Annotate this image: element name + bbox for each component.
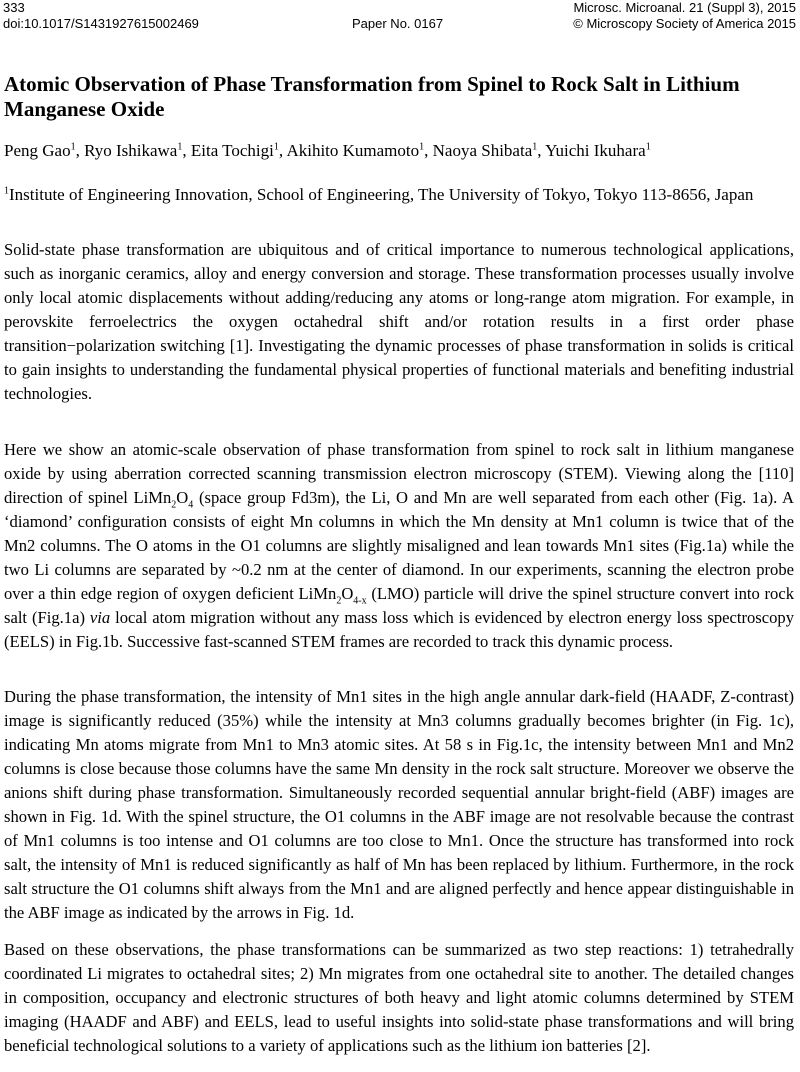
journal-citation: Microsc. Microanal. 21 (Suppl 3), 2015 [573, 0, 796, 15]
doi: doi:10.1017/S1431927615002469 [3, 16, 199, 31]
subscript-text: 4 [188, 499, 194, 511]
author-affiliation-marker: 1 [532, 141, 538, 153]
author-name: Ryo Ishikawa [84, 141, 178, 160]
author-affiliation-marker: 1 [70, 141, 76, 153]
subscript-text: 2 [336, 595, 342, 607]
affiliation-marker: 1 [4, 185, 9, 197]
author-name: Akihito Kumamoto [286, 141, 420, 160]
author-affiliation-marker: 1 [177, 141, 183, 153]
author-affiliation-marker: 1 [419, 141, 425, 153]
paragraph-1: Solid-state phase transformation are ubiquitous and of critical importance to numerous technological applications, such as inorganic ceramics, alloy and energy conversion and storage. These transformation processes usually involve only local atomic displacements without adding/reducing any atoms or long-range atom migration. For example, in perovskite ferroelectrics the oxygen octahedral shift and/or rotation results in a first order phase transition−polarization switching [1]. Investigating the dynamic processes of phase transformation in solids is critical to gain insights to understanding the fundamental physical properties of functional materials and benefiting industrial technologies. [4, 240, 794, 403]
paragraph-4: Based on these observations, the phase transformations can be summarized as two step reactions: 1) tetrahedrally coordinated Li migrates to octahedral sites; 2) Mn migrates from one octahedral site to another. The detailed changes in composition, occupancy and electronic structures of both heavy and light atomic columns determined by STEM imaging (HAADF and ABF) and EELS, lead to useful insights into solid-state phase transformations and will bring beneficial technological solutions to a variety of applications such as the lithium ion batteries [2]. [4, 940, 794, 1055]
author-affiliation-marker: 1 [645, 141, 651, 153]
author-list: Peng Gao$^1$, Ryo Ishikawa$^1$, Eita Tochigi$^1$, Akihito Kumamoto$^1$, Naoya Shibata$^1$, Yuichi Ikuhara$^1$ [4, 141, 651, 160]
paragraph-2: Here we show an atomic-scale observation of phase transformation from spinel to rock salt in lithium manganese oxide by using aberration corrected scanning transmission electron microscopy (STEM). Viewing along the [110] direction of spinel $LiMn_2O_4$ (space group Fd3m), the Li, O and Mn are well separated from each other (Fig. 1a). A ‘diamond’ configuration consists of eight Mn columns in which the Mn density at Mn1 column is twice that of the Mn2 columns. The O atoms in the O1 columns are slightly misaligned and lean towards Mn1 sites (Fig.1a) while the two Li columns are separated by ~0.2 nm at the center of diamond. In our experiments, scanning the electron probe over a thin edge region of oxygen deficient $LiMn_2O_{4-x}$ (LMO) particle will drive the spinel structure convert into rock salt (Fig.1a) via local atom migration without any mass loss which is evidenced by electron energy loss spectroscopy (EELS) in Fig.1b. Successive fast-scanned STEM frames are recorded to track this dynamic process. [4, 440, 794, 651]
copyright: © Microscopy Society of America 2015 [573, 16, 796, 31]
affiliation-text: Institute of Engineering Innovation, School of Engineering, The University of Tokyo, Tokyo 113-8656, Japan [9, 185, 754, 204]
paper-number: Paper No. 0167 [352, 16, 444, 31]
affiliation [4, 183, 794, 207]
author-name: Eita Tochigi [190, 141, 274, 160]
author-name: Yuichi Ikuhara [545, 141, 646, 160]
italic-text: via [89, 608, 111, 627]
subscript-text: 4-x [353, 595, 367, 607]
paragraph-3: During the phase transformation, the intensity of Mn1 sites in the high angle annular dark-field (HAADF, Z-contrast) image is significantly reduced (35%) while the intensity at Mn3 columns gradually becomes brighter (in Fig. 1c), indicating Mn atoms migrate from Mn1 to Mn3 atomic sites. At 58 s in Fig.1c, the intensity between Mn1 and Mn2 columns is close because those columns have the same Mn density in the rock salt structure. Moreover we observe the anions shift during phase transformation. Simultaneously recorded sequential annular bright-field (ABF) images are shown in Fig. 1d. With the spinel structure, the O1 columns in the ABF image are not resolvable because the contrast of Mn1 columns is too intense and O1 columns are too close to Mn1. Once the structure has transformed into rock salt, the intensity of Mn1 is reduced significantly as half of Mn has been replaced by lithium. Furthermore, in the rock salt structure the O1 columns shift always from the Mn1 and are aligned perfectly and hence appear distinguishable in the ABF image as indicated by the arrows in Fig. 1d. [4, 687, 794, 922]
subscript-text: 2 [171, 499, 177, 511]
author-name: Peng Gao [4, 141, 71, 160]
page-number: 333 [3, 0, 25, 15]
author-name: Naoya Shibata [432, 141, 533, 160]
paper-title: Atomic Observation of Phase Transformation from Spinel to Rock Salt in Lithium Manganese Oxide [4, 72, 740, 121]
author-affiliation-marker: 1 [273, 141, 279, 153]
